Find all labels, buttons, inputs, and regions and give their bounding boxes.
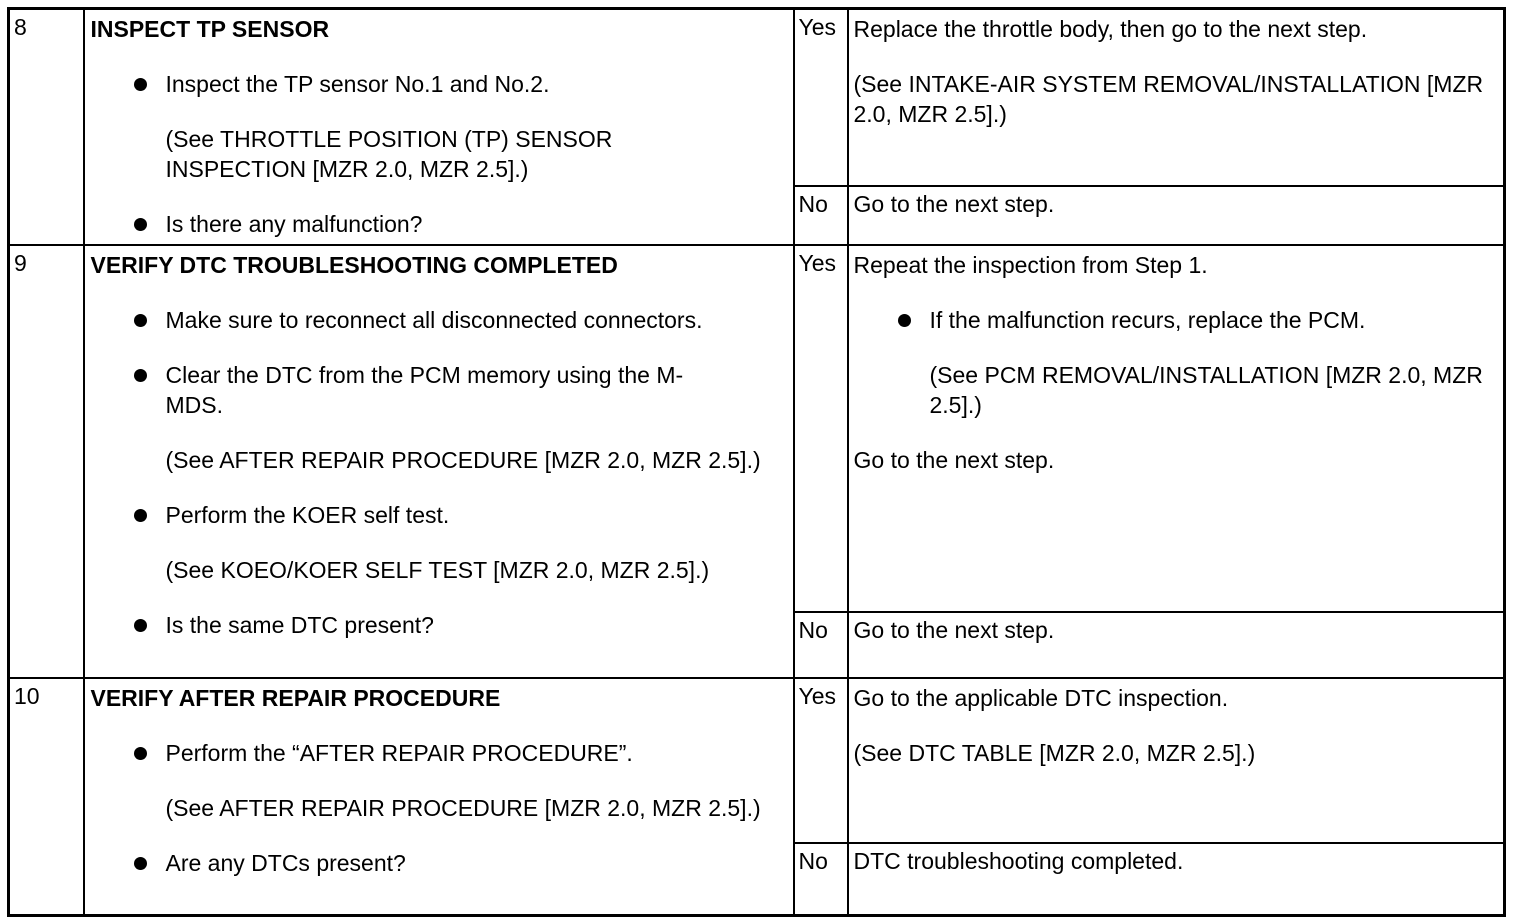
step-9-yes-row xyxy=(9,245,1505,612)
bullet-item xyxy=(91,500,793,530)
bullet-dot-icon xyxy=(134,369,147,382)
bullet-item xyxy=(91,69,793,99)
step-title: VERIFY AFTER REPAIR PROCEDURE xyxy=(90,684,501,711)
reference-text: (See DTC TABLE [MZR 2.0, MZR 2.5].) xyxy=(853,739,1256,766)
bullet-text: If the malfunction recurs, replace the PCM. xyxy=(929,306,1366,333)
reference-text: (See PCM REMOVAL/INSTALLATION [MZR 2.0, MZR 2.5].) xyxy=(929,361,1483,418)
bullet-text: Is there any malfunction? xyxy=(165,211,423,237)
step-action-cell xyxy=(84,678,794,916)
bullet-item xyxy=(91,738,793,768)
bullet-dot-icon xyxy=(134,619,147,632)
bullet-dot-icon xyxy=(898,314,911,327)
bullet-text: Inspect the TP sensor No.1 and No.2. xyxy=(165,71,550,97)
bullet-text: Are any DTCs present? xyxy=(165,849,406,876)
bullet-dot-icon xyxy=(134,857,147,870)
bullet-dot-icon xyxy=(134,509,147,522)
reference-text: (See INTAKE-AIR SYSTEM REMOVAL/INSTALLATION [MZR 2.0, MZR 2.5].) xyxy=(853,71,1484,127)
reference-text: (See AFTER REPAIR PROCEDURE [MZR 2.0, MZR 2.5].) xyxy=(165,446,761,473)
bullet-dot-icon xyxy=(134,78,147,91)
bullet-dot-icon xyxy=(134,218,147,231)
step-10-yes-row xyxy=(9,678,1505,843)
yes-result-cell xyxy=(848,678,1505,843)
yes-label: Yes xyxy=(794,9,848,186)
no-label: No xyxy=(794,843,848,916)
bullet-item xyxy=(91,360,706,420)
reference-text: (See THROTTLE POSITION (TP) SENSOR INSPECTION [MZR 2.0, MZR 2.5].) xyxy=(165,126,613,182)
no-label: No xyxy=(794,186,848,245)
bullet-item xyxy=(91,610,793,640)
reference-text: (See KOEO/KOER SELF TEST [MZR 2.0, MZR 2.5].) xyxy=(165,556,710,583)
bullet-text: Is the same DTC present? xyxy=(165,611,434,638)
result-text: Replace the throttle body, then go to the next step. xyxy=(853,16,1368,42)
no-label: No xyxy=(794,612,848,678)
yes-result-cell xyxy=(848,245,1505,612)
yes-label: Yes xyxy=(794,245,848,612)
bullet-dot-icon xyxy=(134,314,147,327)
result-text: Go to the applicable DTC inspection. xyxy=(853,684,1229,711)
step-title: INSPECT TP SENSOR xyxy=(90,16,330,42)
step-number: 10 xyxy=(9,678,84,916)
bullet-item xyxy=(854,305,1504,335)
bullet-dot-icon xyxy=(134,747,147,760)
reference-text: (See AFTER REPAIR PROCEDURE [MZR 2.0, MZR 2.5].) xyxy=(165,794,761,821)
no-result-text: Go to the next step. xyxy=(848,612,1505,678)
bullet-text: Make sure to reconnect all disconnected connectors. xyxy=(165,306,703,333)
result-text: Go to the next step. xyxy=(853,446,1055,473)
bullet-item xyxy=(91,305,793,335)
bullet-item xyxy=(91,848,793,878)
step-title: VERIFY DTC TROUBLESHOOTING COMPLETED xyxy=(90,251,618,278)
result-text: Repeat the inspection from Step 1. xyxy=(853,251,1208,278)
bullet-text: Perform the “AFTER REPAIR PROCEDURE”. xyxy=(165,739,633,766)
yes-result-cell xyxy=(848,9,1505,186)
step-action-cell xyxy=(84,9,794,245)
step-8-yes-row xyxy=(9,9,1505,186)
step-number: 8 xyxy=(9,9,84,245)
step-number: 9 xyxy=(9,245,84,678)
yes-label: Yes xyxy=(794,678,848,843)
no-result-text: Go to the next step. xyxy=(848,186,1505,245)
no-result-text: DTC troubleshooting completed. xyxy=(848,843,1505,916)
bullet-text: Clear the DTC from the PCM memory using the M-MDS. xyxy=(165,361,684,418)
bullet-item xyxy=(91,209,793,239)
bullet-text: Perform the KOER self test. xyxy=(165,501,450,528)
troubleshooting-table xyxy=(7,7,1506,917)
step-action-cell xyxy=(84,245,794,678)
